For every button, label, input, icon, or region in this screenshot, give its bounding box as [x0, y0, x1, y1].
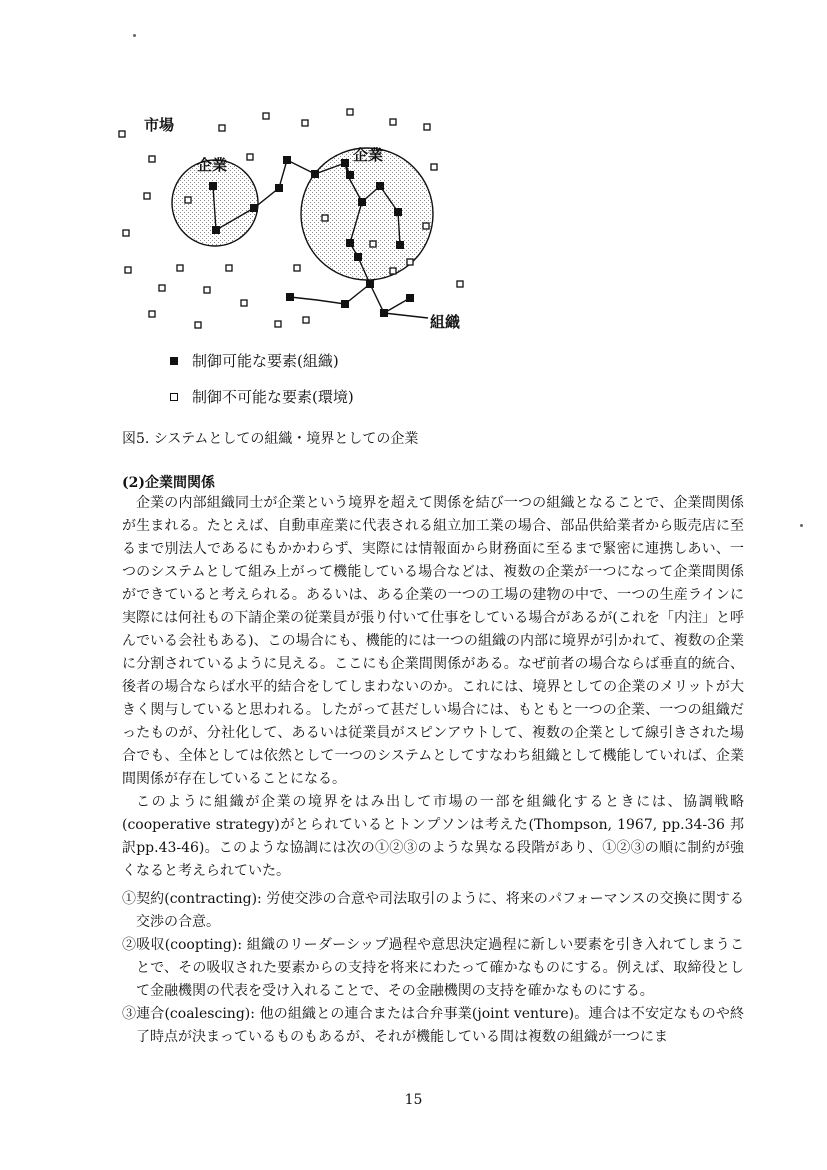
uncontrollable-node	[390, 268, 396, 274]
page-number: 15	[404, 1092, 423, 1108]
list-item-coalescing: ③連合(coalescing): 他の組織との連合または合弁事業(joint venture)。連合は不安定なものや終了時点が決まっているものもあるが、それが機能している間は複数の組織が一つにま	[122, 1006, 744, 1045]
uncontrollable-node	[123, 230, 129, 236]
hollow-square-icon	[170, 393, 178, 401]
controllable-node	[366, 280, 374, 288]
strategy-list	[122, 888, 744, 1049]
legend-uncontrollable	[170, 388, 354, 406]
controllable-node	[275, 184, 283, 192]
legend-controllable-text: 制御可能な要素(組織)	[192, 352, 339, 370]
uncontrollable-node	[159, 285, 165, 291]
controllable-node	[283, 156, 291, 164]
controllable-node	[286, 293, 294, 301]
list-item-contracting: ①契約(contracting): 労使交渉の合意や司法取引のように、将来のパフォーマンスの交換に関する交渉の合意。	[122, 891, 744, 930]
uncontrollable-node	[263, 113, 269, 119]
uncontrollable-node	[119, 131, 125, 137]
label-firm-right: 企業	[353, 146, 384, 164]
uncontrollable-node	[247, 154, 253, 160]
controllable-node	[346, 239, 354, 247]
uncontrollable-node	[370, 241, 376, 247]
uncontrollable-node	[144, 193, 150, 199]
uncontrollable-node	[347, 109, 353, 115]
uncontrollable-node	[195, 322, 201, 328]
controllable-node	[380, 309, 388, 317]
link-line	[384, 313, 428, 318]
uncontrollable-node	[457, 281, 463, 287]
controllable-node	[354, 253, 362, 261]
uncontrollable-node	[185, 197, 191, 203]
uncontrollable-node	[275, 321, 281, 327]
legend-controllable	[170, 352, 339, 370]
controllable-node	[376, 182, 384, 190]
section-heading: (2)企業間関係	[122, 475, 215, 491]
uncontrollable-node	[204, 287, 210, 293]
controllable-node	[341, 300, 349, 308]
uncontrollable-node	[241, 300, 247, 306]
uncontrollable-node	[303, 317, 309, 323]
uncontrollable-node	[390, 119, 396, 125]
uncontrollable-node	[407, 259, 413, 265]
uncontrollable-node	[226, 265, 232, 271]
link-line	[290, 284, 370, 304]
figure-diagram	[0, 0, 827, 340]
controllable-node	[406, 294, 414, 302]
figure-caption: 図5. システムとしての組織・境界としての企業	[122, 431, 419, 447]
uncontrollable-node	[322, 215, 328, 221]
section-body	[122, 492, 744, 883]
label-firm-left: 企業	[197, 156, 228, 174]
uncontrollable-node	[149, 156, 155, 162]
controllable-node	[341, 159, 349, 167]
controllable-node	[346, 171, 354, 179]
uncontrollable-node	[431, 164, 437, 170]
controllable-node	[209, 182, 217, 190]
paragraph-1: 企業の内部組織同士が企業という境界を超えて関係を結び一つの組織となることで、企業間関係が生まれる。たとえば、自動車産業に代表される組立加工業の場合、部品供給業者から販売店に至るまで別法人であるにもかかわらず、実際には情報面から財務面に至るまで緊密に連携しあい、一つのシステムとして組み上がって機能している場合などは、複数の企業が一つになって企業間関係ができていると考えられる。あるいは、ある企業の一つの工場の建物の中で、一つの生産ラインに実際には何社もの下請企業の従業員が張り付いて仕事をしている場合があるが(これを「内注」と呼んでいる会社もある)、この場合にも、機能的には一つの組織の内部に境界が引かれて、複数の企業に分割されているように見える。ここにも企業間関係がある。なぜ前者の場合ならば垂直的統合、後者の場合ならば水平的結合をしてしまわないのか。これには、境界としての企業のメリットが大きく関与していると思われる。したがって甚だしい場合には、もともと一つの企業、一つの組織だったものが、分社化して、あるいは従業員がスピンアウトして、複数の企業として線引きされた場合でも、全体としては依然として一つのシステムとしてすなわち組織として機能していれば、企業間関係が存在していることになる。	[122, 495, 744, 787]
list-item-coopting: ②吸収(coopting): 組織のリーダーシップ過程や意思決定過程に新しい要素を引き入れてしまうことで、その吸収された要素からの支持を将来にわたって確かなものにする。例えば、取締役として金融機関の代表を受け入れることで、その金融機関の支持を確かなものにする。	[122, 937, 744, 999]
uncontrollable-node	[424, 124, 430, 130]
controllable-node	[250, 204, 258, 212]
uncontrollable-node	[302, 120, 308, 126]
label-organization: 組織	[430, 313, 461, 331]
filled-square-icon	[170, 357, 178, 365]
paragraph-2: このように組織が企業の境界をはみ出して市場の一部を組織化するときには、協調戦略(cooperative strategy)がとられているとトンプソンは考えた(Thompson, 1967, pp.34-36 邦訳pp.43-46)。このような協調には次の①②③のような異なる段階があり、①②③の順に制約が強くなると考えられていた。	[122, 794, 744, 879]
uncontrollable-node	[294, 265, 300, 271]
legend-uncontrollable-text: 制御不可能な要素(環境)	[192, 388, 354, 406]
label-market: 市場	[144, 116, 175, 134]
uncontrollable-node	[177, 265, 183, 271]
scan-dot-side	[800, 524, 803, 527]
controllable-node	[358, 198, 366, 206]
uncontrollable-node	[125, 267, 131, 273]
controllable-node	[396, 241, 404, 249]
uncontrollable-node	[423, 223, 429, 229]
controllable-node	[394, 208, 402, 216]
controllable-node	[311, 170, 319, 178]
uncontrollable-node	[219, 125, 225, 131]
controllable-node	[212, 226, 220, 234]
uncontrollable-node	[149, 311, 155, 317]
